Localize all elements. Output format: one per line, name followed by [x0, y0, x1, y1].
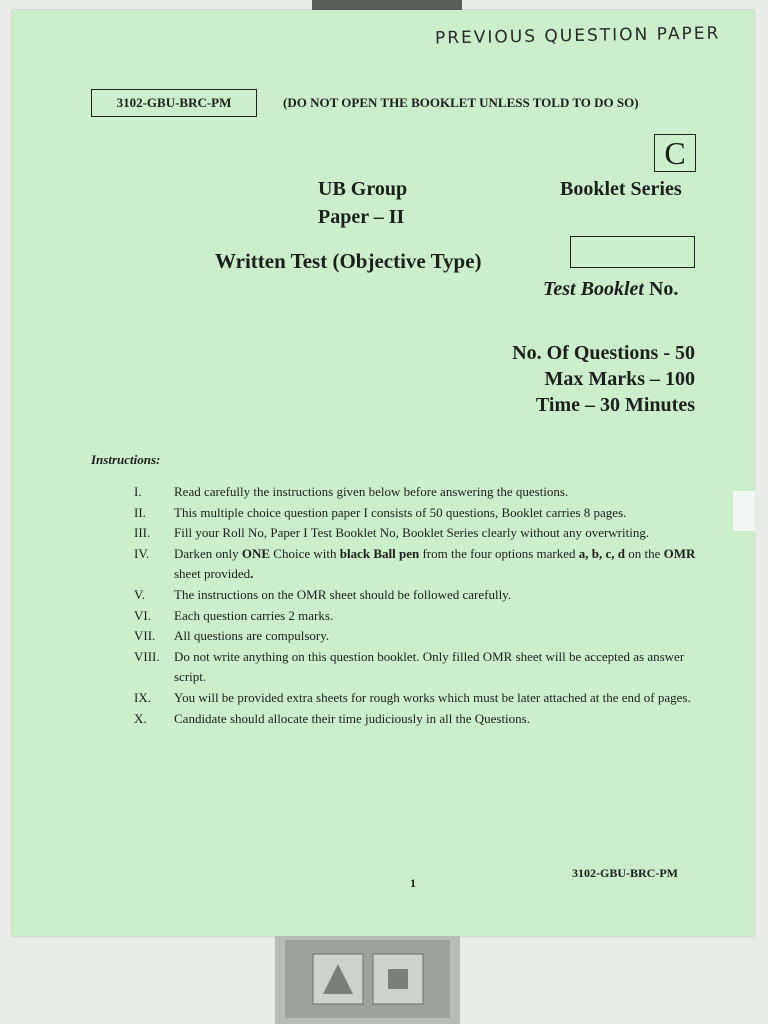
instruction-text: The instructions on the OMR sheet should be followed carefully.	[174, 586, 512, 602]
instruction-number: IV.	[134, 545, 150, 561]
instruction-text: Read carefully the instructions given below before answering the questions.	[174, 484, 569, 499]
instruction-item	[134, 709, 704, 730]
instruction-text: Do not write anything on this question booklet. Only filled OMR sheet will be accepted as answer script.	[174, 648, 685, 685]
handwritten-note: PREVIOUS QUESTION PAPER	[434, 23, 721, 49]
booklet-series-letter: C	[664, 134, 686, 171]
instruction-text: This multiple choice question paper I consists of 50 questions, Booklet carries 8 pages.	[174, 504, 627, 520]
group-title: UB Group	[318, 178, 408, 200]
instruction-item	[134, 688, 704, 709]
do-not-open-warning: (DO NOT OPEN THE BOOKLET UNLESS TOLD TO DO SO)	[283, 95, 639, 110]
instruction-number: III.	[134, 525, 151, 541]
booklet-series-letter-box	[654, 134, 696, 172]
instruction-item	[134, 503, 704, 524]
number-of-questions: No. Of Questions - 50	[512, 342, 695, 364]
instruction-number: VIII.	[134, 648, 160, 664]
instruction-item	[134, 585, 704, 606]
paper-title: Paper – II	[318, 206, 405, 228]
exam-stats	[512, 340, 695, 418]
stamp-logo-icon	[308, 949, 428, 1009]
instruction-number: V.	[134, 586, 145, 602]
instruction-item	[134, 523, 704, 544]
instruction-text: Fill your Roll No, Paper I Test Booklet No, Booklet Series clearly without any overwriting.	[174, 525, 650, 541]
instruction-item	[134, 482, 704, 503]
instruction-text: All questions are compulsory.	[174, 628, 330, 644]
instruction-text: You will be provided extra sheets for rough works which must be later attached at the end of pages.	[174, 689, 691, 705]
page-number: 1	[410, 876, 416, 890]
instruction-item	[134, 544, 704, 585]
time-limit: Time – 30 Minutes	[535, 394, 695, 416]
instruction-number: X.	[134, 710, 147, 726]
test-booklet-label-rest: No.	[643, 278, 679, 300]
stamp-image	[285, 940, 450, 1018]
instruction-item	[134, 606, 704, 627]
instruction-number: IX.	[134, 689, 151, 705]
paper-code: 3102-GBU-BRC-PM	[116, 95, 232, 110]
instruction-number: II.	[134, 504, 146, 520]
test-booklet-label	[543, 278, 678, 301]
instruction-text: Darken only ONE Choice with black Ball pen from the four options marked a, b, c, d on the OMR sheet provided.	[174, 545, 696, 582]
booklet-series-label: Booklet Series	[560, 178, 682, 200]
instruction-text: Candidate should allocate their time judiciously in all the Questions.	[174, 710, 530, 726]
test-booklet-label-em: Test Booklet	[543, 278, 644, 300]
test-booklet-number-box	[570, 236, 695, 268]
instruction-number: VII.	[134, 628, 156, 644]
scanner-stamp	[275, 936, 460, 1024]
instruction-number: VI.	[134, 607, 151, 623]
test-type: Written Test (Objective Type)	[215, 249, 482, 273]
instruction-item	[134, 626, 704, 647]
instruction-item	[134, 647, 704, 688]
footer-paper-code: 3102-GBU-BRC-PM	[572, 866, 678, 880]
question-paper-sheet	[12, 10, 754, 936]
paper-tab	[733, 491, 755, 531]
instructions-list	[134, 482, 704, 729]
instructions-heading: Instructions:	[91, 452, 161, 467]
max-marks: Max Marks – 100	[544, 368, 695, 390]
instruction-text: Each question carries 2 marks.	[174, 607, 334, 623]
instruction-number: I.	[134, 484, 142, 499]
paper-code-box	[91, 89, 257, 117]
